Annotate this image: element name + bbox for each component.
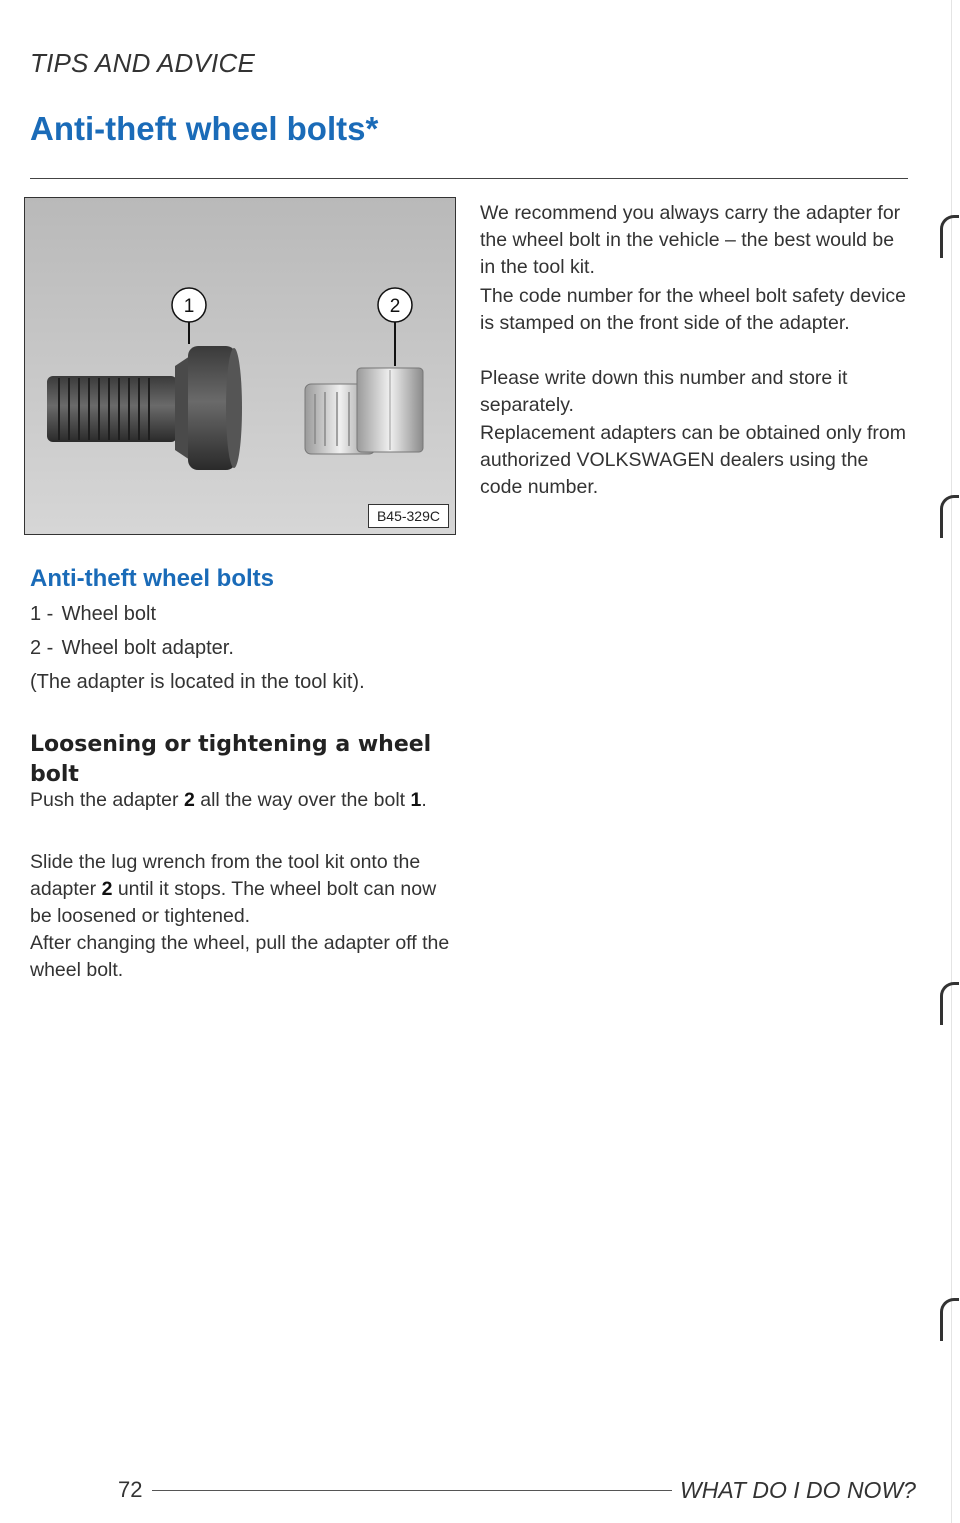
callout-2-label: 2	[389, 296, 401, 317]
callout-1-label: 1	[183, 296, 195, 317]
step-text: .	[421, 789, 427, 811]
legend-text: Wheel bolt	[61, 603, 157, 625]
step-text: all the way over the bolt	[194, 789, 411, 811]
step-text: until it stops. The wheel bolt can now be loosened or tightened.	[30, 878, 437, 927]
code-number-paragraph: The code number for the wheel bolt safety device is stamped on the front side of the adapter.	[480, 285, 906, 334]
replacement-paragraph: Replacement adapters can be obtained only from authorized VOLKSWAGEN dealers using the code number.	[480, 422, 907, 498]
legend-item	[30, 603, 156, 626]
title-divider	[30, 178, 908, 179]
tab-marker	[940, 495, 959, 538]
tab-marker	[940, 982, 959, 1025]
figure-caption-title: Anti-theft wheel bolts	[30, 565, 274, 592]
footer-divider	[152, 1490, 672, 1491]
legend-number: 2 -	[30, 637, 54, 659]
step-text: Push the adapter	[30, 789, 184, 811]
tab-marker	[940, 215, 959, 258]
section-label: TIPS AND ADVICE	[30, 48, 256, 78]
wheel-bolt-figure	[24, 197, 456, 535]
loosening-heading: Loosening or tightening a wheel bolt	[30, 732, 432, 787]
running-title: WHAT DO I DO NOW?	[680, 1477, 916, 1503]
tab-marker	[940, 1298, 959, 1341]
bolt-seat	[175, 356, 190, 460]
loosening-step-3: After changing the wheel, pull the adapter off the wheel bolt.	[30, 932, 450, 981]
legend-note: (The adapter is located in the tool kit).	[30, 671, 365, 693]
loosening-step-2	[30, 849, 460, 930]
legend-number: 1 -	[30, 603, 54, 625]
figure-code: B45-329C	[368, 504, 449, 528]
loosening-step-1	[30, 787, 460, 814]
ref-2: 2	[183, 789, 195, 811]
ref-1: 1	[410, 789, 422, 811]
page-number: 72	[118, 1477, 143, 1502]
legend-text: Wheel bolt adapter.	[61, 637, 234, 659]
ref-2: 2	[101, 878, 113, 900]
wheel-bolt-illustration	[25, 198, 455, 534]
write-down-paragraph: Please write down this number and store it separately.	[480, 367, 848, 416]
legend-item	[30, 637, 234, 660]
recommendation-paragraph: We recommend you always carry the adapter for the wheel bolt in the vehicle – the best would be in the tool kit.	[480, 202, 901, 278]
step-text: Slide the lug wrench from the tool kit onto the adapter	[30, 851, 421, 900]
page-title: Anti-theft wheel bolts*	[30, 110, 379, 147]
bolt-thread	[47, 376, 177, 442]
